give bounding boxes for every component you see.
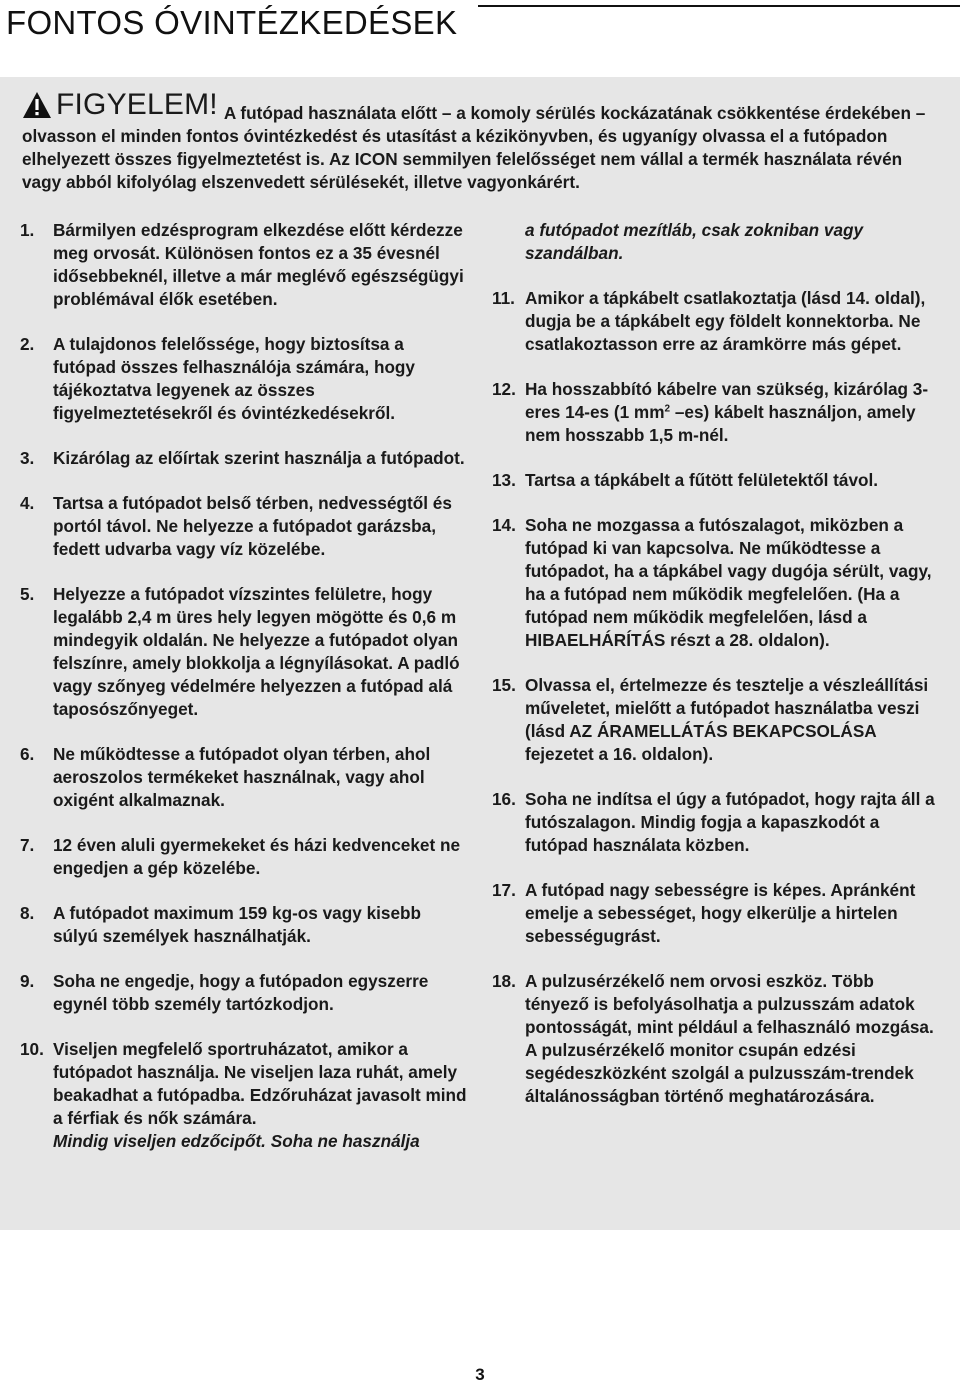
list-item bbox=[492, 970, 942, 1108]
item-text: Tartsa a futópadot belső térben, nedvességtől és portól távol. Ne helyezze a futópadot garázsba, fedett udvarba vagy víz közelébe. bbox=[53, 493, 452, 559]
warning-triangle-icon bbox=[22, 91, 52, 119]
item-text: Amikor a tápkábelt csatlakoztatja (lásd 14. oldal), dugja be a tápkábelt egy földelt konnektorba. Ne csatlakoztasson erre az áramkörre más gépet. bbox=[525, 288, 926, 354]
item-text bbox=[525, 378, 942, 447]
item-number: 1. bbox=[20, 220, 35, 240]
item-number: 18. bbox=[492, 971, 516, 991]
list-item bbox=[492, 287, 942, 356]
safety-panel bbox=[0, 77, 960, 1230]
list-item bbox=[20, 970, 470, 1016]
item-number: 11. bbox=[492, 288, 515, 308]
item-text-part-a: Ha hosszabbító kábelre van szükség, kizárólag 3-eres 14-es (1 mm bbox=[525, 379, 929, 422]
item-text: A pulzusérzékelő nem orvosi eszköz. Több tényező is befolyásolhatja a pulzusszám adatok pontosságát, mint például a felhasználó mozgása. A pulzusérzékelő monitor csupán edzési segédeszközként szolgál a pulzusszám-trendek általánosságban történő meghatározására. bbox=[525, 971, 934, 1106]
page-header bbox=[0, 0, 960, 52]
item-text: Soha ne indítsa el úgy a futópadot, hogy rajta áll a futószalagon. Mindig fogja a kapaszkodót a futópad használata közben. bbox=[525, 789, 935, 855]
item-number: 3. bbox=[20, 448, 35, 468]
item-text-part-b: –es) kábelt használjon, amely nem hosszabb 1,5 m-nél. bbox=[525, 402, 916, 445]
list-item bbox=[20, 583, 470, 721]
item-text-main: Viseljen megfelelő sportruházatot, amikor a futópadot használja. Ne viseljen laza ruhát, amely beakadhat a futópadba. Edzőruházat javasolt mind a férfiak és nők számára. bbox=[53, 1039, 467, 1128]
item-number: 8. bbox=[20, 903, 35, 923]
item-number: 9. bbox=[20, 971, 35, 991]
list-item bbox=[20, 447, 470, 470]
list-item bbox=[20, 333, 470, 425]
item-text: Soha ne mozgassa a futószalagot, miközben a futópad ki van kapcsolva. Ne működtesse a futópadot, ha a tápkábel vagy dugója sérült, vagy, ha a futópad nem működik megfelelően. (Ha a futópad nem működik megfelelően, lásd a HIBAELHÁRÍTÁS részt a 28. oldalon). bbox=[525, 515, 932, 650]
item-number: 15. bbox=[492, 675, 516, 695]
page-title: FONTOS ÓVINTÉZKEDÉSEK bbox=[6, 4, 458, 41]
warning-paragraph bbox=[22, 88, 942, 194]
item-number: 6. bbox=[20, 744, 35, 764]
list-item bbox=[20, 1038, 470, 1153]
item-continuation: a futópadot mezítláb, csak zokniban vagy szandálban. bbox=[525, 220, 864, 263]
superscript: 2 bbox=[664, 403, 671, 415]
item-number: 7. bbox=[20, 835, 35, 855]
list-item bbox=[20, 902, 470, 948]
item-text: 12 éven aluli gyermekeket és házi kedvenceket ne engedjen a gép közelébe. bbox=[53, 835, 461, 878]
list-item bbox=[492, 469, 942, 492]
item-text: A tulajdonos felelőssége, hogy biztosítsa a futópad összes felhasználója számára, hogy tájékoztatva legyenek az összes figyelmeztetésekről és óvintézkedésekről. bbox=[53, 334, 415, 423]
list-item bbox=[492, 674, 942, 766]
item-text: A futópad nagy sebességre is képes. Apránként emelje a sebességet, hogy elkerülje a hirtelen sebességugrást. bbox=[525, 880, 916, 946]
item-text: Ne működtesse a futópadot olyan térben, ahol aeroszolos termékeket használnak, vagy ahol oxigént alkalmaznak. bbox=[53, 744, 431, 810]
warning-lead bbox=[22, 88, 218, 121]
item-text: Kizárólag az előírtak szerint használja a futópadot. bbox=[53, 448, 465, 468]
item-text: Tartsa a tápkábelt a fűtött felületektől távol. bbox=[525, 470, 879, 490]
list-item bbox=[20, 492, 470, 561]
list-item bbox=[492, 788, 942, 857]
item-number: 13. bbox=[492, 470, 516, 490]
item-number: 5. bbox=[20, 584, 35, 604]
list-item bbox=[20, 834, 470, 880]
list-item bbox=[20, 219, 470, 311]
item-number: 2. bbox=[20, 334, 35, 354]
header-rule bbox=[478, 5, 960, 7]
item-text bbox=[53, 1038, 470, 1153]
item-number: 16. bbox=[492, 789, 516, 809]
instructions-right-column bbox=[492, 219, 942, 1130]
list-item bbox=[492, 378, 942, 447]
item-text: A futópadot maximum 159 kg-os vagy kisebb súlyú személyek használhatják. bbox=[53, 903, 422, 946]
item-text: Olvassa el, értelmezze és tesztelje a vészleállítási műveletet, mielőtt a futópadot használatba veszi (lásd AZ ÁRAMELLÁTÁS BEKAPCSOLÁSA fejezetet a 16. oldalon). bbox=[525, 675, 929, 764]
list-item bbox=[20, 743, 470, 812]
warning-text: A futópad használata előtt – a komoly sérülés kockázatának csökkentése érdekében – olvasson el minden fontos óvintézkedést és utasítást a kézikönyvben, és ugyanígy olvassa el a futópadon elhelyezett összes figyelmeztetést is. Az ICON semmilyen felelősséget nem vállal a termék használata révén vagy abból kifolyólag elszenvedett sérülésekét, illetve vagyonkárért. bbox=[22, 103, 926, 192]
item-number: 12. bbox=[492, 379, 516, 399]
item-number: 14. bbox=[492, 515, 516, 535]
item-text: Bármilyen edzésprogram elkezdése előtt kérdezze meg orvosát. Különösen fontos ez a 35 évesnél idősebbeknél, illetve a már meglévő egészségügyi problémával élők esetében. bbox=[53, 220, 464, 309]
list-item bbox=[492, 514, 942, 652]
item-text-italic: Mindig viseljen edzőcipőt. Soha ne használja bbox=[53, 1131, 420, 1151]
list-item bbox=[492, 879, 942, 948]
item-number: 17. bbox=[492, 880, 516, 900]
item-number: 10. bbox=[20, 1039, 44, 1059]
warning-title: FIGYELEM! bbox=[56, 88, 218, 121]
instructions-left-column bbox=[20, 219, 470, 1175]
item-text: Soha ne engedje, hogy a futópadon egyszerre egynél több személy tartózkodjon. bbox=[53, 971, 429, 1014]
item-number: 4. bbox=[20, 493, 35, 513]
item-text: Helyezze a futópadot vízszintes felületre, hogy legalább 2,4 m üres hely legyen mögötte és 0,6 m mindegyik oldalán. Ne helyezze a futópadot olyan felszínre, amely blokkolja a légnyílásokat. A padló vagy szőnyeg védelmére helyezzen a futópad alá taposószőnyeget. bbox=[53, 584, 460, 719]
page-number: 3 bbox=[475, 1365, 485, 1384]
